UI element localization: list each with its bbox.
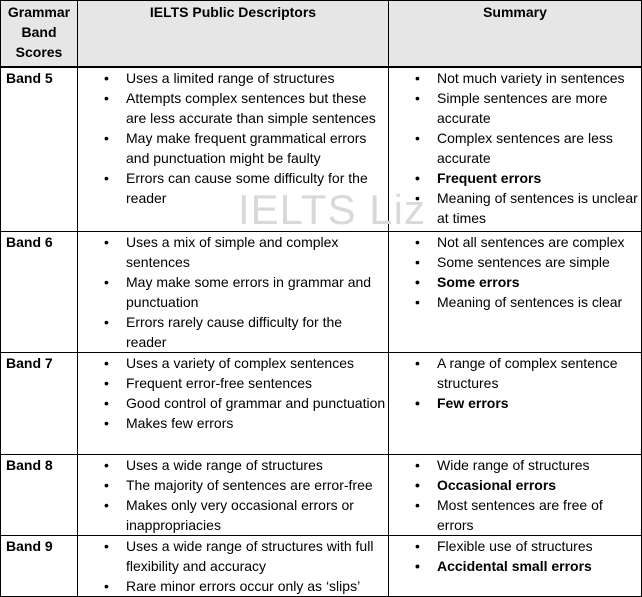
descriptor-cell (78, 353, 389, 455)
table-row (1, 455, 642, 536)
summary-list (389, 455, 641, 535)
descriptor-item: • Uses a wide range of structures with full flexibility and accuracy (78, 536, 388, 576)
summary-cell (389, 67, 642, 232)
descriptor-cell (78, 536, 389, 597)
descriptor-item: • May make some errors in grammar and punctuation (78, 272, 388, 312)
header-descriptors: IELTS Public Descriptors (78, 1, 389, 67)
descriptor-list (78, 455, 388, 535)
descriptor-item: • Good control of grammar and punctuation (78, 393, 388, 413)
band-label: Band 9 (1, 536, 78, 597)
descriptor-item: • Uses a variety of complex sentences (78, 353, 388, 373)
header-row (1, 1, 642, 67)
summary-cell (389, 536, 642, 597)
summary-item: • Meaning of sentences is unclear at times (389, 188, 641, 228)
descriptor-list (78, 232, 388, 352)
descriptor-list (78, 536, 388, 596)
summary-item: • Not all sentences are complex (389, 232, 641, 252)
table-row (1, 353, 642, 455)
summary-list (389, 232, 641, 312)
descriptor-item: • Frequent error-free sentences (78, 373, 388, 393)
summary-item: • Not much variety in sentences (389, 68, 641, 88)
watermark: IELTS Liz (238, 186, 426, 233)
summary-item: • Frequent errors (389, 168, 641, 188)
descriptor-item: • Uses a limited range of structures (78, 68, 388, 88)
band-label: Band 8 (1, 455, 78, 536)
summary-item: • Some sentences are simple (389, 252, 641, 272)
band-label: Band 7 (1, 353, 78, 455)
descriptor-item: • Attempts complex sentences but these are less accurate than simple sentences (78, 88, 388, 128)
descriptor-item: • Rare minor errors occur only as ‘slips’ (78, 576, 388, 596)
descriptor-item: • Makes few errors (78, 413, 388, 433)
table-row (1, 536, 642, 597)
summary-list (389, 353, 641, 413)
descriptor-item: • Uses a mix of simple and complex sentences (78, 232, 388, 272)
descriptor-item: • May make frequent grammatical errors and punctuation might be faulty (78, 128, 388, 168)
table-row (1, 232, 642, 353)
summary-cell (389, 232, 642, 353)
descriptor-cell (78, 455, 389, 536)
band-label: Band 5 (1, 67, 78, 232)
summary-item: • Meaning of sentences is clear (389, 292, 641, 312)
descriptor-list (78, 68, 388, 208)
descriptor-item: • The majority of sentences are error-free (78, 475, 388, 495)
descriptor-cell (78, 67, 389, 232)
summary-list (389, 536, 641, 576)
summary-item: • A range of complex sentence structures (389, 353, 641, 393)
header-band-scores: Grammar Band Scores (1, 1, 78, 67)
table-row (1, 67, 642, 232)
summary-item: • Few errors (389, 393, 641, 413)
summary-item: • Simple sentences are more accurate (389, 88, 641, 128)
summary-item: • Most sentences are free of errors (389, 495, 641, 535)
summary-item: • Some errors (389, 272, 641, 292)
descriptor-item: • Uses a wide range of structures (78, 455, 388, 475)
band-label: Band 6 (1, 232, 78, 353)
summary-item: • Wide range of structures (389, 455, 641, 475)
descriptor-cell (78, 232, 389, 353)
descriptor-item: • Makes only very occasional errors or inappropriacies (78, 495, 388, 535)
summary-item: • Accidental small errors (389, 556, 641, 576)
summary-item: • Complex sentences are less accurate (389, 128, 641, 168)
descriptor-list (78, 353, 388, 433)
descriptor-item: • Errors rarely cause difficulty for the reader (78, 312, 388, 352)
header-summary: Summary (389, 1, 642, 67)
summary-item: • Flexible use of structures (389, 536, 641, 556)
summary-item: • Occasional errors (389, 475, 641, 495)
summary-cell (389, 455, 642, 536)
summary-list (389, 68, 641, 228)
summary-cell (389, 353, 642, 455)
descriptor-item: • Errors can cause some difficulty for the reader (78, 168, 388, 208)
